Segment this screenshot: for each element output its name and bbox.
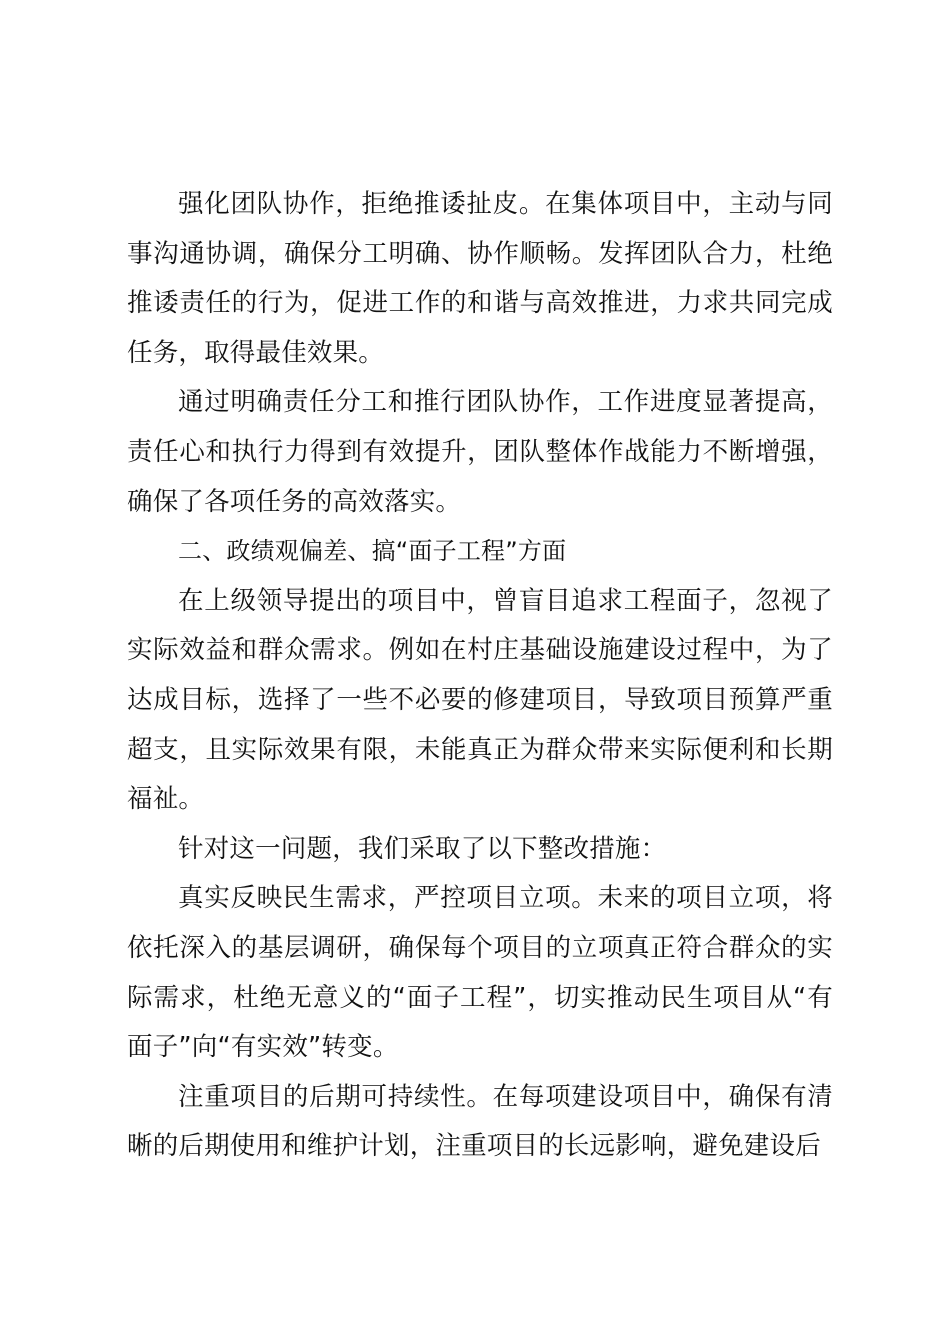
paragraph-results: 通过明确责任分工和推行团队协作，工作进度显著提高，责任心和执行力得到有效提升，团队整体作战能力不断增强，确保了各项任务的高效落实。 bbox=[127, 387, 833, 517]
paragraph-measures-intro: 针对这一问题，我们采取了以下整改措施： bbox=[178, 833, 667, 864]
paragraph-measure-sustainability: 注重项目的后期可持续性。在每项建设项目中，确保有清晰的后期使用和维护计划，注重项目的长远影响，避免建设后 bbox=[127, 1081, 833, 1162]
document-body bbox=[127, 180, 833, 1172]
paragraph-team-collaboration: 强化团队协作，拒绝推诿扯皮。在集体项目中，主动与同事沟通协调，确保分工明确、协作顺畅。发挥团队合力，杜绝推诿责任的行为，促进工作的和谐与高效推进，力求共同完成任务，取得最佳效果。 bbox=[127, 189, 833, 368]
section-heading: 二、政绩观偏差、搞“面子工程”方面 bbox=[178, 537, 567, 566]
paragraph-problem-description: 在上级领导提出的项目中，曾盲目追求工程面子，忽视了实际效益和群众需求。例如在村庄基础设施建设过程中，为了达成目标，选择了一些不必要的修建项目，导致项目预算严重超支，且实际效果有限，未能真正为群众带来实际便利和长期福祉。 bbox=[127, 585, 833, 815]
paragraph-measure-needs: 真实反映民生需求，严控项目立项。未来的项目立项，将依托深入的基层调研，确保每个项目的立项真正符合群众的实际需求，杜绝无意义的“面子工程”，切实推动民生项目从“有面子”向“有实效”转变。 bbox=[127, 883, 833, 1063]
